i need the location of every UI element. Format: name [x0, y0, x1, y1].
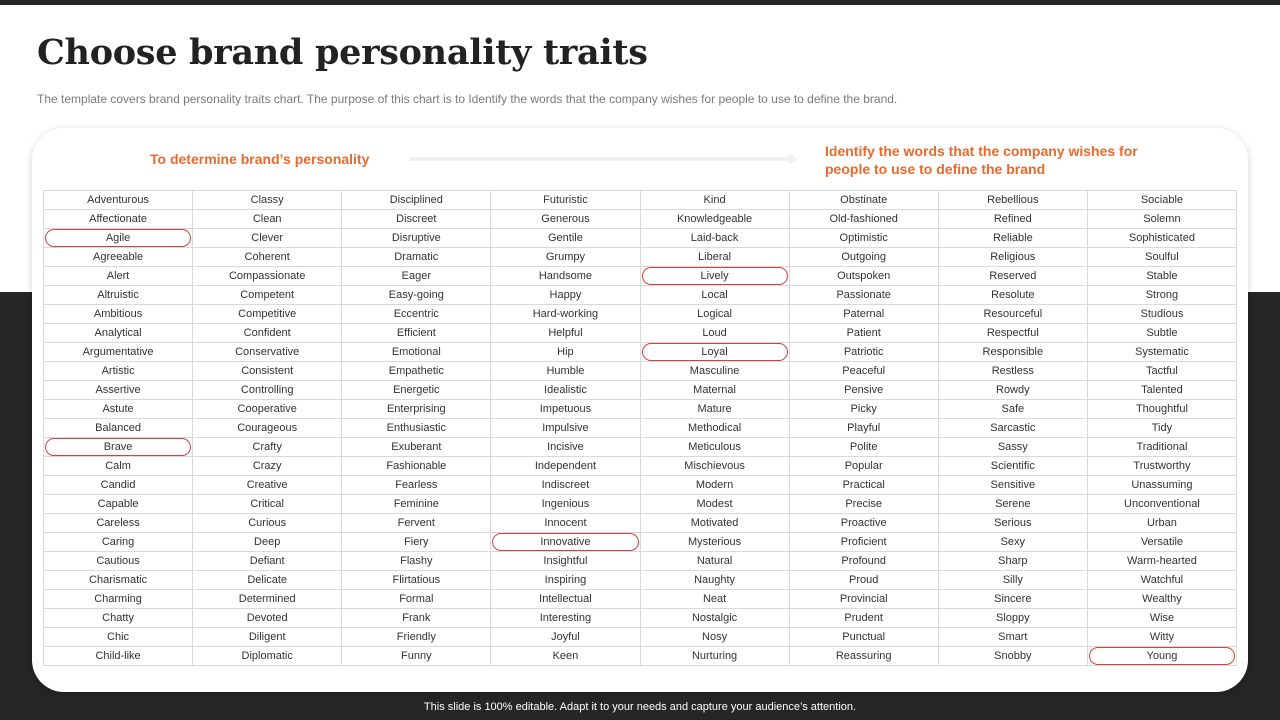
traits-table	[43, 190, 1237, 666]
trait-cell: Unassuming	[1087, 476, 1236, 495]
table-row	[44, 495, 1237, 514]
trait-cell: Diligent	[193, 628, 342, 647]
table-row	[44, 324, 1237, 343]
trait-cell: Prudent	[789, 609, 938, 628]
trait-cell: Innocent	[491, 514, 640, 533]
trait-cell: Laid-back	[640, 229, 789, 248]
table-row	[44, 533, 1237, 552]
trait-cell: Humble	[491, 362, 640, 381]
trait-cell: Deep	[193, 533, 342, 552]
personality-heading: To determine brand’s personality	[150, 151, 370, 167]
trait-cell: Sociable	[1087, 191, 1236, 210]
trait-cell: Generous	[491, 210, 640, 229]
trait-cell: Naughty	[640, 571, 789, 590]
trait-cell: Paternal	[789, 305, 938, 324]
trait-cell: Formal	[342, 590, 491, 609]
trait-cell: Outgoing	[789, 248, 938, 267]
trait-cell: Sensitive	[938, 476, 1087, 495]
trait-cell: Refined	[938, 210, 1087, 229]
page-subtitle: The template covers brand personality traits chart. The purpose of this chart is to Identify the words that the company wishes for people to use to define the brand.	[37, 92, 898, 106]
trait-cell: Strong	[1087, 286, 1236, 305]
trait-cell: Provincial	[789, 590, 938, 609]
trait-cell: Natural	[640, 552, 789, 571]
trait-cell: Nostalgic	[640, 609, 789, 628]
trait-cell: Picky	[789, 400, 938, 419]
trait-cell: Crazy	[193, 457, 342, 476]
trait-cell: Flirtatious	[342, 571, 491, 590]
trait-cell: Punctual	[789, 628, 938, 647]
trait-cell: Optimistic	[789, 229, 938, 248]
trait-cell: Nosy	[640, 628, 789, 647]
table-row	[44, 419, 1237, 438]
trait-cell: Emotional	[342, 343, 491, 362]
trait-cell: Curious	[193, 514, 342, 533]
trait-cell: Local	[640, 286, 789, 305]
trait-cell: Serious	[938, 514, 1087, 533]
trait-cell: Compassionate	[193, 267, 342, 286]
table-row	[44, 248, 1237, 267]
trait-cell-selected: Agile	[44, 229, 193, 248]
top-bar	[0, 0, 1280, 5]
trait-cell: Chatty	[44, 609, 193, 628]
trait-cell: Insightful	[491, 552, 640, 571]
table-row	[44, 476, 1237, 495]
trait-cell: Respectful	[938, 324, 1087, 343]
trait-cell: Safe	[938, 400, 1087, 419]
trait-cell: Sincere	[938, 590, 1087, 609]
trait-cell: Snobby	[938, 647, 1087, 666]
trait-cell: Studious	[1087, 305, 1236, 324]
trait-cell: Agreeable	[44, 248, 193, 267]
trait-cell: Modest	[640, 495, 789, 514]
trait-cell: Impulsive	[491, 419, 640, 438]
trait-cell: Sassy	[938, 438, 1087, 457]
trait-cell: Liberal	[640, 248, 789, 267]
trait-cell: Analytical	[44, 324, 193, 343]
trait-cell: Consistent	[193, 362, 342, 381]
table-row	[44, 647, 1237, 666]
trait-cell: Wealthy	[1087, 590, 1236, 609]
trait-cell: Warm-hearted	[1087, 552, 1236, 571]
trait-cell: Enthusiastic	[342, 419, 491, 438]
trait-cell: Candid	[44, 476, 193, 495]
trait-cell: Solemn	[1087, 210, 1236, 229]
trait-cell: Nurturing	[640, 647, 789, 666]
trait-cell: Pensive	[789, 381, 938, 400]
trait-cell: Competent	[193, 286, 342, 305]
trait-cell: Versatile	[1087, 533, 1236, 552]
trait-cell: Trustworthy	[1087, 457, 1236, 476]
trait-cell: Clever	[193, 229, 342, 248]
trait-cell: Calm	[44, 457, 193, 476]
trait-cell: Defiant	[193, 552, 342, 571]
trait-cell: Masculine	[640, 362, 789, 381]
trait-cell-selected: Lively	[640, 267, 789, 286]
trait-cell: Classy	[193, 191, 342, 210]
trait-cell: Assertive	[44, 381, 193, 400]
trait-cell: Keen	[491, 647, 640, 666]
trait-cell: Subtle	[1087, 324, 1236, 343]
trait-cell: Handsome	[491, 267, 640, 286]
trait-cell: Artistic	[44, 362, 193, 381]
trait-cell: Courageous	[193, 419, 342, 438]
trait-cell: Patriotic	[789, 343, 938, 362]
trait-cell: Exuberant	[342, 438, 491, 457]
trait-cell: Popular	[789, 457, 938, 476]
arrow-head-icon	[789, 153, 798, 165]
trait-cell: Patient	[789, 324, 938, 343]
trait-cell: Wise	[1087, 609, 1236, 628]
table-row	[44, 191, 1237, 210]
trait-cell: Old-fashioned	[789, 210, 938, 229]
table-row	[44, 229, 1237, 248]
trait-cell: Stable	[1087, 267, 1236, 286]
trait-cell: Meticulous	[640, 438, 789, 457]
trait-cell: Confident	[193, 324, 342, 343]
trait-cell: Playful	[789, 419, 938, 438]
trait-cell: Coherent	[193, 248, 342, 267]
trait-cell: Systematic	[1087, 343, 1236, 362]
trait-cell: Frank	[342, 609, 491, 628]
trait-cell: Hip	[491, 343, 640, 362]
trait-cell: Fervent	[342, 514, 491, 533]
trait-cell: Capable	[44, 495, 193, 514]
trait-cell: Traditional	[1087, 438, 1236, 457]
trait-cell: Kind	[640, 191, 789, 210]
trait-cell: Modern	[640, 476, 789, 495]
trait-cell: Competitive	[193, 305, 342, 324]
trait-cell: Delicate	[193, 571, 342, 590]
trait-cell: Cooperative	[193, 400, 342, 419]
trait-cell: Sloppy	[938, 609, 1087, 628]
trait-cell: Resourceful	[938, 305, 1087, 324]
trait-cell: Polite	[789, 438, 938, 457]
trait-cell: Tidy	[1087, 419, 1236, 438]
trait-cell: Mysterious	[640, 533, 789, 552]
trait-cell: Empathetic	[342, 362, 491, 381]
table-row	[44, 305, 1237, 324]
trait-cell: Critical	[193, 495, 342, 514]
trait-cell: Cautious	[44, 552, 193, 571]
trait-cell: Futuristic	[491, 191, 640, 210]
trait-cell-selected: Brave	[44, 438, 193, 457]
trait-cell: Energetic	[342, 381, 491, 400]
trait-cell: Alert	[44, 267, 193, 286]
table-row	[44, 590, 1237, 609]
trait-cell: Ambitious	[44, 305, 193, 324]
trait-cell: Impetuous	[491, 400, 640, 419]
trait-cell: Watchful	[1087, 571, 1236, 590]
trait-cell: Affectionate	[44, 210, 193, 229]
trait-cell: Thoughtful	[1087, 400, 1236, 419]
trait-cell: Profound	[789, 552, 938, 571]
trait-cell: Conservative	[193, 343, 342, 362]
table-row	[44, 514, 1237, 533]
trait-cell: Adventurous	[44, 191, 193, 210]
trait-cell: Sophisticated	[1087, 229, 1236, 248]
trait-cell: Talented	[1087, 381, 1236, 400]
trait-cell: Sarcastic	[938, 419, 1087, 438]
trait-cell-selected: Innovative	[491, 533, 640, 552]
trait-cell: Passionate	[789, 286, 938, 305]
trait-cell: Rebellious	[938, 191, 1087, 210]
table-row	[44, 267, 1237, 286]
trait-cell: Scientific	[938, 457, 1087, 476]
trait-cell: Disruptive	[342, 229, 491, 248]
table-row	[44, 381, 1237, 400]
trait-cell: Ingenious	[491, 495, 640, 514]
trait-cell: Altruistic	[44, 286, 193, 305]
table-row	[44, 438, 1237, 457]
trait-cell: Reassuring	[789, 647, 938, 666]
trait-cell: Child-like	[44, 647, 193, 666]
trait-cell: Obstinate	[789, 191, 938, 210]
trait-cell: Easy-going	[342, 286, 491, 305]
trait-cell: Reliable	[938, 229, 1087, 248]
trait-cell: Restless	[938, 362, 1087, 381]
trait-cell: Efficient	[342, 324, 491, 343]
page-title: Choose brand personality traits	[37, 32, 648, 73]
trait-cell: Responsible	[938, 343, 1087, 362]
table-row	[44, 286, 1237, 305]
trait-cell: Proficient	[789, 533, 938, 552]
trait-cell: Careless	[44, 514, 193, 533]
table-row	[44, 457, 1237, 476]
trait-cell: Idealistic	[491, 381, 640, 400]
trait-cell: Joyful	[491, 628, 640, 647]
trait-cell: Smart	[938, 628, 1087, 647]
trait-cell: Peaceful	[789, 362, 938, 381]
trait-cell: Argumentative	[44, 343, 193, 362]
table-row	[44, 210, 1237, 229]
trait-cell: Disciplined	[342, 191, 491, 210]
trait-cell: Motivated	[640, 514, 789, 533]
trait-cell: Discreet	[342, 210, 491, 229]
table-row	[44, 400, 1237, 419]
trait-cell: Precise	[789, 495, 938, 514]
trait-cell: Diplomatic	[193, 647, 342, 666]
trait-cell: Friendly	[342, 628, 491, 647]
trait-cell: Feminine	[342, 495, 491, 514]
trait-cell: Gentile	[491, 229, 640, 248]
trait-cell: Rowdy	[938, 381, 1087, 400]
trait-cell: Caring	[44, 533, 193, 552]
trait-cell: Unconventional	[1087, 495, 1236, 514]
trait-cell-selected: Young	[1087, 647, 1236, 666]
trait-cell: Soulful	[1087, 248, 1236, 267]
trait-cell: Resolute	[938, 286, 1087, 305]
trait-cell: Incisive	[491, 438, 640, 457]
trait-cell: Charismatic	[44, 571, 193, 590]
trait-cell: Mature	[640, 400, 789, 419]
trait-cell: Helpful	[491, 324, 640, 343]
trait-cell: Reserved	[938, 267, 1087, 286]
trait-cell: Logical	[640, 305, 789, 324]
arrow-right-icon	[410, 157, 790, 161]
trait-cell: Indiscreet	[491, 476, 640, 495]
trait-cell: Interesting	[491, 609, 640, 628]
trait-cell: Crafty	[193, 438, 342, 457]
trait-cell: Eager	[342, 267, 491, 286]
trait-cell: Devoted	[193, 609, 342, 628]
trait-cell: Loud	[640, 324, 789, 343]
trait-cell: Neat	[640, 590, 789, 609]
trait-cell: Witty	[1087, 628, 1236, 647]
trait-cell: Astute	[44, 400, 193, 419]
trait-cell: Happy	[491, 286, 640, 305]
trait-cell: Determined	[193, 590, 342, 609]
identify-words-heading: Identify the words that the company wishes for people to use to define the brand	[825, 143, 1138, 177]
trait-cell: Fearless	[342, 476, 491, 495]
trait-cell: Methodical	[640, 419, 789, 438]
trait-cell: Funny	[342, 647, 491, 666]
trait-cell: Enterprising	[342, 400, 491, 419]
trait-cell: Grumpy	[491, 248, 640, 267]
trait-cell: Charming	[44, 590, 193, 609]
trait-cell: Clean	[193, 210, 342, 229]
trait-cell: Maternal	[640, 381, 789, 400]
trait-cell: Fashionable	[342, 457, 491, 476]
trait-cell: Balanced	[44, 419, 193, 438]
trait-cell: Chic	[44, 628, 193, 647]
table-row	[44, 362, 1237, 381]
trait-cell: Religious	[938, 248, 1087, 267]
trait-cell: Knowledgeable	[640, 210, 789, 229]
trait-cell: Dramatic	[342, 248, 491, 267]
trait-cell: Outspoken	[789, 267, 938, 286]
trait-cell: Independent	[491, 457, 640, 476]
trait-cell: Creative	[193, 476, 342, 495]
trait-cell-selected: Loyal	[640, 343, 789, 362]
trait-cell: Controlling	[193, 381, 342, 400]
trait-cell: Silly	[938, 571, 1087, 590]
trait-cell: Practical	[789, 476, 938, 495]
trait-cell: Serene	[938, 495, 1087, 514]
table-row	[44, 552, 1237, 571]
trait-cell: Proactive	[789, 514, 938, 533]
trait-cell: Tactful	[1087, 362, 1236, 381]
trait-cell: Sharp	[938, 552, 1087, 571]
trait-cell: Hard-working	[491, 305, 640, 324]
table-row	[44, 343, 1237, 362]
table-row	[44, 628, 1237, 647]
trait-cell: Mischievous	[640, 457, 789, 476]
trait-cell: Proud	[789, 571, 938, 590]
trait-cell: Inspiring	[491, 571, 640, 590]
trait-cell: Eccentric	[342, 305, 491, 324]
table-row	[44, 571, 1237, 590]
trait-cell: Urban	[1087, 514, 1236, 533]
trait-cell: Intellectual	[491, 590, 640, 609]
table-row	[44, 609, 1237, 628]
trait-cell: Fiery	[342, 533, 491, 552]
trait-cell: Sexy	[938, 533, 1087, 552]
trait-cell: Flashy	[342, 552, 491, 571]
footer-note: This slide is 100% editable. Adapt it to your needs and capture your audience’s attention.	[423, 701, 857, 713]
